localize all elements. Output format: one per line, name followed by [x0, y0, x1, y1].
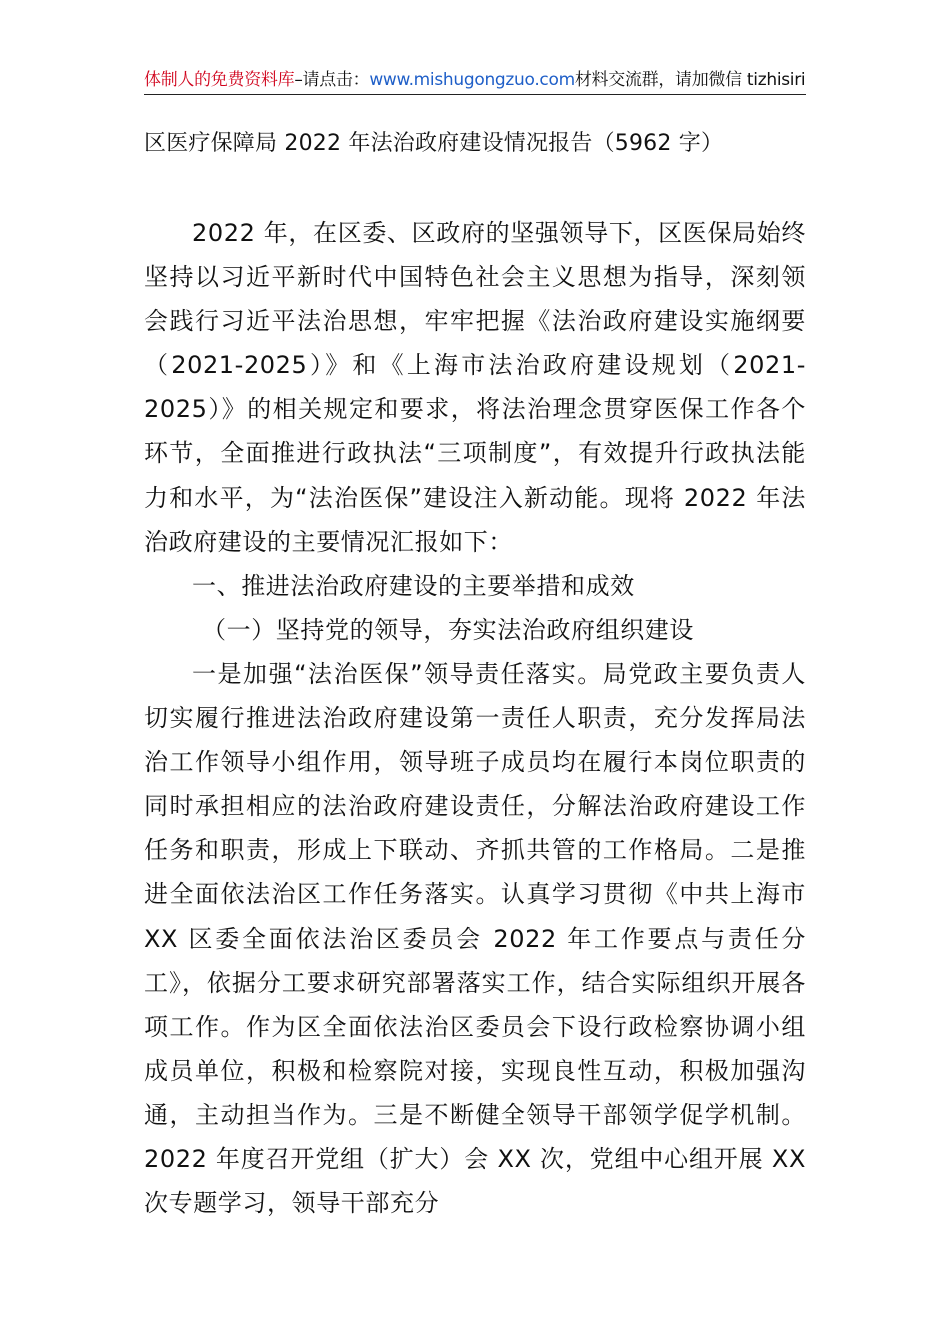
header-divider	[144, 94, 806, 95]
header-brand: 体制人的免费资料库	[144, 70, 295, 90]
header-website-link[interactable]: www.mishugongzuo.com	[369, 70, 575, 90]
header-contact-text: 材料交流群，请加微信 tizhisiri	[574, 70, 806, 90]
section-heading: 一、推进法治政府建设的主要举措和成效	[192, 571, 635, 600]
document-title: 区医疗保障局 2022 年法治政府建设情况报告（5962 字）	[144, 131, 724, 156]
body-paragraph: 一是加强“法治医保”领导责任落实。局党政主要负责人切实履行推进法治政府建设第一责任人职责，充分发挥局法治工作领导小组作用，领导班子成员均在履行本岗位职责的同时承担相应的法治政府建设责任，分解法治政府建设工作任务和职责，形成上下联动、齐抓共管的工作格局。二是推进全面依法治区工作任务落实。认真学习贯彻《中共上海市 XX 区委全面依法治区委员会 2022 年工作要点与责任分工》，依据分工要求研究部署落实工作，结合实际组织开展各项工作。作为区全面依法治区委员会下设行政检察协调小组成员单位，积极和检察院对接，实现良性互动，积极加强沟通，主动担当作为。三是不断健全领导干部领学促学机制。2022 年度召开党组（扩大）会 XX 次，党组中心组开展 XX 次专题学习，领导干部充分	[144, 659, 806, 1218]
header-prompt: –请点击：	[294, 70, 370, 90]
document-body	[144, 211, 806, 1225]
intro-paragraph: 2022 年，在区委、区政府的坚强领导下，区医保局始终坚持以习近平新时代中国特色社会主义思想为指导，深刻领会践行习近平法治思想，牢牢把握《法治政府建设实施纲要（2021-2025）》和《上海市法治政府建设规划（2021-2025）》的相关规定和要求，将法治理念贯穿医保工作各个环节，全面推进行政执法“三项制度”，有效提升行政执法能力和水平，为“法治医保”建设注入新动能。现将 2022 年法治政府建设的主要情况汇报如下：	[144, 219, 806, 556]
subsection-heading: （一）坚持党的领导，夯实法治政府组织建设	[202, 615, 694, 644]
